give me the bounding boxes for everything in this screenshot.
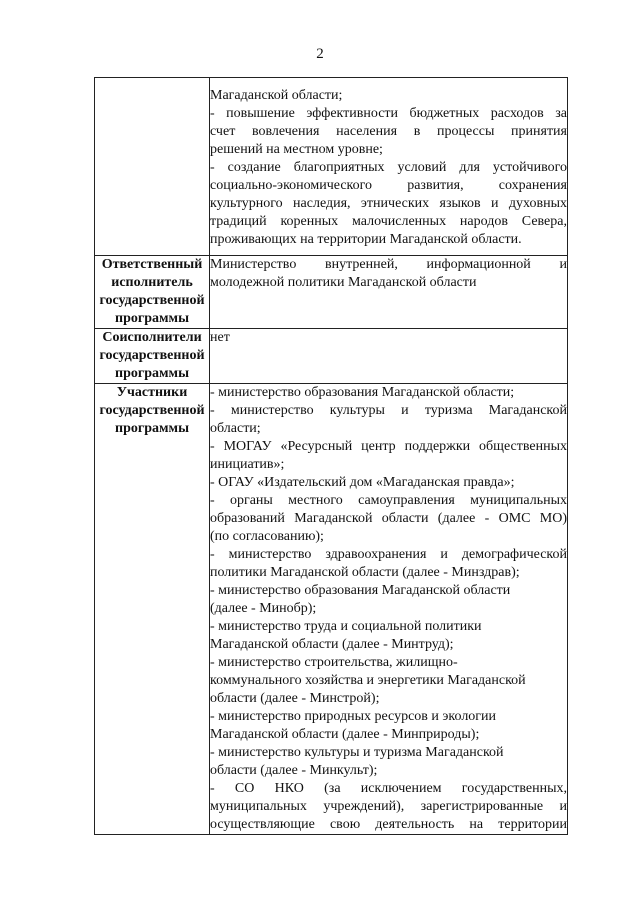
row-value-line: - министерство образования Магаданской области — [210, 583, 511, 598]
row-value-line: области (далее - Минкульт); — [210, 763, 378, 778]
row-label-line: программы — [115, 421, 189, 436]
row-label-cell — [95, 384, 210, 835]
row-label-cell — [95, 78, 210, 256]
row-value-line: области; — [210, 421, 261, 436]
row-label-line: программы — [115, 366, 189, 381]
table-row-participants — [95, 384, 568, 835]
row-value-cell — [210, 78, 568, 256]
row-value-cell — [210, 256, 568, 329]
row-value-line: Магаданской области (далее - Минтруд); — [210, 637, 454, 652]
row-value-line: осуществляющие свою деятельность на территории — [210, 817, 567, 832]
row-value-line: - министерство строительства, жилищно- — [210, 655, 458, 670]
row-label-line: государственной — [99, 403, 205, 418]
row-value-cell — [210, 384, 568, 835]
row-label-cell — [95, 256, 210, 329]
row-label-line: государственной — [99, 293, 205, 308]
row-value-line: - создание благоприятных условий для устойчивого — [210, 160, 567, 175]
table-row-goals-continued — [95, 78, 568, 256]
row-value-line: - министерство образования Магаданской области; — [210, 385, 515, 400]
row-value-line: - министерство труда и социальной политики — [210, 619, 482, 634]
row-value-line: - министерство культуры и туризма Магаданской — [210, 403, 567, 418]
row-value-line: нет — [210, 330, 230, 345]
row-value-line: Магаданской области; — [210, 88, 343, 103]
row-value-line: Магаданской области (далее - Минприроды); — [210, 727, 480, 742]
row-value-line: решений на местном уровне; — [210, 142, 383, 157]
page-number: 2 — [316, 46, 324, 62]
program-passport-table — [94, 77, 568, 835]
row-value-line: традиций коренных малочисленных народов Севера, — [210, 214, 567, 229]
row-label-line: исполнитель — [111, 275, 193, 290]
row-value-line: - МОГАУ «Ресурсный центр поддержки общественных — [210, 439, 567, 454]
table-row-co-executors — [95, 329, 568, 384]
row-value-line: - министерство здравоохранения и демографической — [210, 547, 567, 562]
row-label-line: Участники — [116, 385, 188, 400]
row-value-line: - СО НКО (за исключением государственных, — [210, 781, 567, 796]
row-value-line: Министерство внутренней, информационной и — [210, 257, 567, 272]
row-label-line: Ответственный — [101, 257, 203, 272]
row-label-line: Соисполнители — [102, 330, 202, 345]
row-value-cell — [210, 329, 568, 384]
row-value-line: проживающих на территории Магаданской области. — [210, 232, 522, 247]
row-value-line: муниципальных учреждений), зарегистрированные и — [210, 799, 567, 814]
row-value-line: (далее - Минобр); — [210, 601, 317, 616]
row-value-line: - ОГАУ «Издательский дом «Магаданская правда»; — [210, 475, 515, 490]
row-value-line: молодежной политики Магаданской области — [210, 275, 477, 290]
row-value-line: - повышение эффективности бюджетных расходов за — [210, 106, 567, 121]
row-value-line: социально-экономического развития, сохранения — [210, 178, 567, 193]
row-value-line: счет вовлечения населения в процессы принятия — [210, 124, 567, 139]
row-label-line: программы — [115, 311, 189, 326]
table-row-responsible-executor — [95, 256, 568, 329]
row-value-line: инициатив»; — [210, 457, 285, 472]
row-value-line: культурного наследия, этнических языков и духовных — [210, 196, 567, 211]
row-value-line: - министерство природных ресурсов и экологии — [210, 709, 497, 724]
row-value-line: области (далее - Минстрой); — [210, 691, 380, 706]
row-value-line: (по согласованию); — [210, 529, 324, 544]
row-value-line: образований Магаданской области (далее - ОМС МО) — [210, 511, 567, 526]
row-label-line: государственной — [99, 348, 205, 363]
row-label-cell — [95, 329, 210, 384]
row-value-line: коммунального хозяйства и энергетики Магаданской — [210, 673, 526, 688]
row-value-line: - органы местного самоуправления муниципальных — [210, 493, 567, 508]
row-value-line: - министерство культуры и туризма Магаданской — [210, 745, 504, 760]
row-value-line: политики Магаданской области (далее - Минздрав); — [210, 565, 520, 580]
